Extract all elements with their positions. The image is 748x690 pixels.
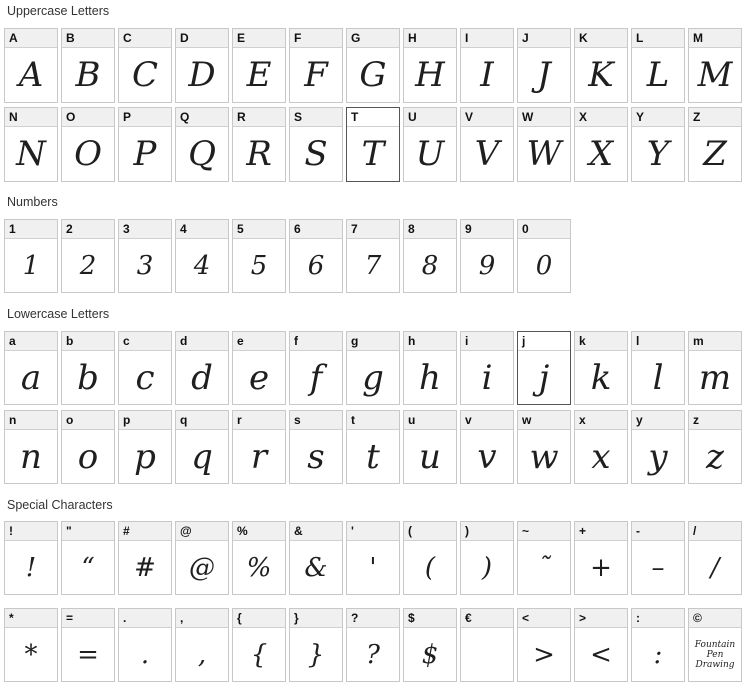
glyph-cell[interactable] [460,107,514,182]
glyph-key-label: % [233,522,285,541]
glyph-key-label: n [5,411,57,430]
glyph-key-label: e [233,332,285,351]
glyph-key-label: O [62,108,114,127]
glyph-preview: ' [369,552,377,583]
glyph-preview: = [77,639,99,670]
glyph-key-label: © [689,609,741,628]
glyph-preview: 4 [193,250,211,281]
glyph-cell[interactable] [346,107,400,182]
glyph-cell[interactable] [289,219,343,293]
glyph-key-label: - [632,522,684,541]
glyph-key-label: a [5,332,57,351]
glyph-preview: p [134,436,156,477]
glyph-preview: 1 [22,250,40,281]
glyph-cell[interactable] [460,608,514,682]
glyph-preview: V [474,134,500,174]
glyph-preview: U [415,134,445,174]
glyph-cell[interactable] [574,28,628,103]
glyph-key-label: x [575,411,627,430]
glyph-cell[interactable] [61,331,115,405]
glyph-preview: r [250,436,268,477]
glyph-key-label: < [518,609,570,628]
glyph-key-label: C [119,29,171,48]
glyph-preview: J [537,55,551,95]
glyph-preview: B [75,55,101,95]
glyph-key-label: m [689,332,741,351]
glyph-cell[interactable] [346,521,400,595]
glyph-preview: % [246,552,272,583]
glyph-cell[interactable] [403,107,457,182]
glyph-cell[interactable] [61,410,115,484]
glyph-key-label: N [5,108,57,127]
glyph-preview: u [419,436,441,477]
glyph-cell[interactable] [4,410,58,484]
glyph-preview: 5 [250,250,268,281]
glyph-key-label: / [689,522,741,541]
glyph-cell[interactable] [61,219,115,293]
glyph-preview: H [415,55,445,95]
glyph-cell[interactable] [232,521,286,595]
glyph-key-label: B [62,29,114,48]
glyph-preview: X [588,134,614,174]
glyph-cell[interactable] [688,107,742,182]
glyph-preview: L [646,55,670,95]
glyph-cell[interactable] [517,521,571,595]
glyph-cell[interactable] [175,608,229,682]
glyph-cell[interactable] [118,219,172,293]
glyph-preview: R [246,134,272,174]
glyph-cell[interactable] [289,410,343,484]
glyph-preview: E [246,55,272,95]
glyph-key-label: € [461,609,513,628]
glyph-preview: T [361,134,385,174]
glyph-cell[interactable] [232,28,286,103]
glyph-key-label: 1 [5,220,57,239]
glyph-key-label: ? [347,609,399,628]
glyph-key-label: * [5,609,57,628]
glyph-preview: m [698,357,732,398]
glyph-key-label: I [461,29,513,48]
glyph-key-label: c [119,332,171,351]
glyph-key-label: Y [632,108,684,127]
glyph-key-label: ' [347,522,399,541]
glyph-preview: M [697,55,733,95]
glyph-cell[interactable] [460,219,514,293]
glyph-key-label: k [575,332,627,351]
section-title-uppercase: Uppercase Letters [7,4,110,18]
glyph-key-label: w [518,411,570,430]
glyph-cell[interactable] [289,521,343,595]
glyph-preview: + [590,552,612,583]
glyph-key-label: & [290,522,342,541]
glyph-key-label: 3 [119,220,171,239]
glyph-preview: w [529,436,559,477]
glyph-cell[interactable] [346,219,400,293]
glyph-cell[interactable] [517,219,571,293]
glyph-key-label: Z [689,108,741,127]
glyph-preview: 9 [478,250,496,281]
glyph-preview: D [188,55,216,95]
glyph-cell[interactable] [574,521,628,595]
glyph-preview: F [304,55,328,95]
glyph-cell[interactable] [4,28,58,103]
glyph-cell[interactable] [61,608,115,682]
glyph-cell[interactable] [574,410,628,484]
glyph-preview: e [248,357,270,398]
glyph-key-label: ( [404,522,456,541]
glyph-preview: k [590,357,612,398]
glyph-preview: & [304,552,328,583]
glyph-cell[interactable] [175,331,229,405]
glyph-preview: / [710,552,720,583]
glyph-key-label: = [62,609,114,628]
glyph-preview: Fountain Pen Drawing [694,639,736,670]
glyph-cell[interactable] [175,219,229,293]
glyph-key-label: K [575,29,627,48]
glyph-key-label: H [404,29,456,48]
glyph-preview: v [477,436,497,477]
glyph-cell[interactable] [688,521,742,595]
section-title-numbers: Numbers [7,195,58,209]
glyph-preview: x [591,436,611,477]
glyph-key-label: p [119,411,171,430]
glyph-key-label: l [632,332,684,351]
glyph-preview: n [20,436,42,477]
glyph-preview: Z [703,134,727,174]
glyph-preview: q [191,436,213,477]
glyph-key-label: E [233,29,285,48]
glyph-cell[interactable] [346,331,400,405]
glyph-key-label: f [290,332,342,351]
glyph-key-label: Q [176,108,228,127]
glyph-key-label: > [575,609,627,628]
glyph-cell[interactable] [4,521,58,595]
glyph-preview: f [309,357,323,398]
glyph-key-label: t [347,411,399,430]
glyph-cell[interactable] [517,107,571,182]
glyph-key-label: y [632,411,684,430]
glyph-cell[interactable] [4,608,58,682]
glyph-preview: O [74,134,102,174]
glyph-cell[interactable] [460,410,514,484]
glyph-key-label: i [461,332,513,351]
glyph-key-label: } [290,609,342,628]
glyph-cell[interactable] [631,410,685,484]
glyph-preview: ) [481,552,493,583]
glyph-key-label: . [119,609,171,628]
glyph-cell[interactable] [688,28,742,103]
glyph-key-label: 2 [62,220,114,239]
glyph-key-label: g [347,332,399,351]
glyph-cell[interactable] [403,410,457,484]
glyph-cell[interactable] [574,107,628,182]
glyph-cell[interactable] [289,331,343,405]
glyph-preview: * [24,639,38,670]
glyph-cell[interactable] [4,107,58,182]
glyph-key-label: T [347,108,399,127]
glyph-cell[interactable] [61,521,115,595]
glyph-key-label: o [62,411,114,430]
glyph-key-label: r [233,411,285,430]
glyph-preview: a [20,357,42,398]
glyph-preview: K [588,55,614,95]
glyph-key-label: A [5,29,57,48]
glyph-preview: i [481,357,493,398]
glyph-cell[interactable] [4,331,58,405]
glyph-key-label: F [290,29,342,48]
glyph-cell[interactable] [403,219,457,293]
glyph-key-label: 5 [233,220,285,239]
glyph-cell[interactable] [688,331,742,405]
glyph-cell[interactable] [175,521,229,595]
glyph-cell[interactable] [403,521,457,595]
glyph-preview: , [197,639,207,670]
glyph-key-label: h [404,332,456,351]
glyph-cell[interactable] [688,608,742,682]
glyph-key-label: v [461,411,513,430]
glyph-preview: h [419,357,441,398]
glyph-cell[interactable] [460,28,514,103]
glyph-cell[interactable] [118,28,172,103]
glyph-cell[interactable] [346,608,400,682]
glyph-cell[interactable] [175,410,229,484]
glyph-key-label: s [290,411,342,430]
glyph-cell[interactable] [517,28,571,103]
glyph-preview: b [77,357,99,398]
glyph-key-label: ) [461,522,513,541]
glyph-preview: 0 [535,250,553,281]
glyph-preview: ˜ [537,552,551,583]
glyph-cell[interactable] [232,410,286,484]
glyph-key-label: z [689,411,741,430]
glyph-cell[interactable] [346,410,400,484]
glyph-cell[interactable] [517,331,571,405]
glyph-key-label: V [461,108,513,127]
glyph-cell[interactable] [232,219,286,293]
glyph-key-label: + [575,522,627,541]
glyph-cell[interactable] [175,28,229,103]
glyph-cell[interactable] [574,608,628,682]
glyph-preview: . [140,639,150,670]
glyph-cell[interactable] [403,28,457,103]
glyph-cell[interactable] [346,28,400,103]
glyph-cell[interactable] [517,608,571,682]
section-title-lowercase: Lowercase Letters [7,307,110,321]
glyph-key-label: 4 [176,220,228,239]
glyph-key-label: q [176,411,228,430]
glyph-key-label: { [233,609,285,628]
glyph-cell[interactable] [232,107,286,182]
glyph-cell[interactable] [631,107,685,182]
glyph-key-label: d [176,332,228,351]
glyph-preview: – [651,552,665,583]
glyph-cell[interactable] [4,219,58,293]
glyph-cell[interactable] [631,28,685,103]
glyph-key-label: M [689,29,741,48]
glyph-cell[interactable] [289,608,343,682]
glyph-preview: S [304,134,328,174]
glyph-key-label: D [176,29,228,48]
glyph-cell[interactable] [118,107,172,182]
glyph-key-label: W [518,108,570,127]
glyph-preview: @ [189,552,215,583]
glyph-cell[interactable] [631,521,685,595]
glyph-preview: 3 [136,250,154,281]
glyph-key-label: 7 [347,220,399,239]
glyph-preview: : [653,639,663,670]
glyph-key-label: u [404,411,456,430]
glyph-key-label: 8 [404,220,456,239]
glyph-preview: # [134,552,156,583]
glyph-cell[interactable] [118,331,172,405]
glyph-preview: ! [25,552,37,583]
glyph-preview: t [366,436,380,477]
glyph-preview: “ [81,552,95,583]
glyph-cell[interactable] [517,410,571,484]
glyph-cell[interactable] [631,608,685,682]
glyph-key-label: S [290,108,342,127]
glyph-preview: ( [424,552,436,583]
glyph-preview: g [362,357,384,398]
glyph-key-label: , [176,609,228,628]
glyph-cell[interactable] [460,331,514,405]
glyph-key-label: 0 [518,220,570,239]
glyph-preview: y [648,436,668,477]
glyph-cell[interactable] [61,107,115,182]
glyph-cell[interactable] [232,331,286,405]
glyph-preview: o [77,436,99,477]
glyph-key-label: $ [404,609,456,628]
glyph-preview: G [359,55,387,95]
glyph-key-label: 9 [461,220,513,239]
glyph-preview: C [131,55,158,95]
glyph-preview: z [706,436,724,477]
glyph-cell[interactable] [403,331,457,405]
glyph-preview [461,628,513,681]
glyph-cell[interactable] [688,410,742,484]
glyph-preview: > [533,639,555,670]
glyph-cell[interactable] [460,521,514,595]
glyph-key-label: ! [5,522,57,541]
glyph-preview: } [307,639,325,670]
glyph-cell[interactable] [289,107,343,182]
glyph-cell[interactable] [118,608,172,682]
glyph-cell[interactable] [118,410,172,484]
glyph-preview: W [526,134,562,174]
glyph-preview: < [590,639,612,670]
glyph-cell[interactable] [232,608,286,682]
glyph-key-label: : [632,609,684,628]
glyph-key-label: J [518,29,570,48]
section-title-special: Special Characters [7,498,113,512]
glyph-preview: l [652,357,664,398]
glyph-cell[interactable] [61,28,115,103]
glyph-key-label: b [62,332,114,351]
glyph-key-label: " [62,522,114,541]
glyph-preview: $ [421,639,439,670]
glyph-preview: { [250,639,268,670]
glyph-cell[interactable] [118,521,172,595]
glyph-cell[interactable] [403,608,457,682]
glyph-preview: I [480,55,494,95]
glyph-key-label: X [575,108,627,127]
glyph-preview: s [307,436,325,477]
glyph-key-label: G [347,29,399,48]
glyph-cell[interactable] [289,28,343,103]
glyph-preview: d [191,357,213,398]
glyph-key-label: 6 [290,220,342,239]
glyph-preview: j [538,357,550,398]
glyph-preview: ? [366,639,380,670]
glyph-key-label: ~ [518,522,570,541]
glyph-preview: 7 [364,250,382,281]
glyph-key-label: # [119,522,171,541]
glyph-preview: Q [188,134,216,174]
glyph-preview: A [18,55,44,95]
glyph-preview: 8 [421,250,439,281]
glyph-cell[interactable] [574,331,628,405]
glyph-preview: 2 [79,250,97,281]
glyph-preview: Y [646,134,670,174]
glyph-key-label: R [233,108,285,127]
glyph-key-label: P [119,108,171,127]
glyph-key-label: j [518,332,570,351]
glyph-cell[interactable] [631,331,685,405]
glyph-preview: 6 [307,250,325,281]
glyph-cell[interactable] [175,107,229,182]
glyph-key-label: @ [176,522,228,541]
glyph-preview: P [133,134,157,174]
glyph-preview: N [16,134,46,174]
glyph-preview: c [135,357,155,398]
glyph-key-label: U [404,108,456,127]
glyph-key-label: L [632,29,684,48]
